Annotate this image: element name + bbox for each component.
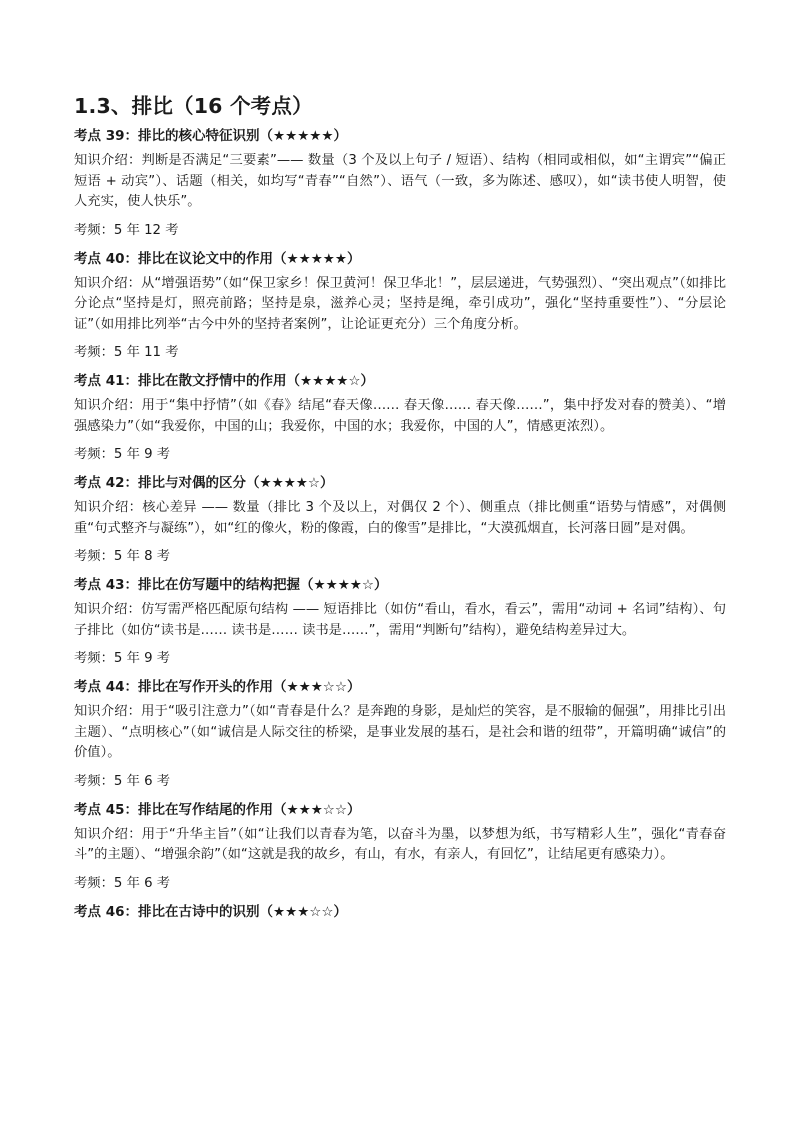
exam-point-title: 考点 43：排比在仿写题中的结构把握（★★★★☆） [74, 577, 388, 593]
exam-point-42 [74, 473, 726, 567]
exam-point-intro: 知识介绍：用于“升华主旨”（如“让我们以青春为笔，以奋斗为墨，以梦想为纸，书写精彩人生”，强化“青春奋斗”的主题）、“增强余韵”（如“这就是我的故乡，有山，有水，有亲人，有回忆”，让结尾更有感染力）。 [74, 826, 726, 862]
exam-point-frequency: 考频：5 年 12 考 [74, 222, 179, 238]
exam-point-title: 考点 45：排比在写作结尾的作用（★★★☆☆） [74, 801, 361, 818]
exam-point-title: 考点 42：排比与对偶的区分（★★★★☆） [74, 475, 334, 491]
exam-point-title: 考点 39：排比的核心特征识别（★★★★★） [74, 128, 347, 144]
exam-point-frequency: 考频：5 年 11 考 [74, 345, 179, 360]
exam-point-46 [74, 902, 726, 922]
exam-point-44 [74, 677, 726, 792]
exam-point-intro: 知识介绍：核心差异 —— 数量（排比 3 个及以上，对偶仅 2 个）、侧重点（排比侧重“语势与情感”，对偶侧重“句式整齐与凝练”），如“红的像火，粉的像霞，白的像雪”是排比，“大漠孤烟直，长河落日圆”是对偶。 [74, 500, 726, 536]
exam-point-intro: 知识介绍：用于“集中抒情”（如《春》结尾“春天像…… 春天像…… 春天像……”，集中抒发对春的赞美）、“增强感染力”（如“我爱你，中国的山；我爱你，中国的水；我爱你，中国的人”，情感更浓烈）。 [74, 398, 726, 434]
exam-point-title: 考点 41：排比在散文抒情中的作用（★★★★☆） [74, 373, 374, 389]
exam-point-frequency: 考频：5 年 6 考 [74, 875, 171, 891]
exam-point-frequency: 考频：5 年 9 考 [74, 651, 171, 666]
exam-point-frequency: 考频：5 年 8 考 [74, 549, 171, 564]
section-title: 1.3、排比（16 个考点） [74, 94, 313, 118]
exam-point-title: 考点 40：排比在议论文中的作用（★★★★★） [74, 250, 361, 267]
exam-point-intro: 知识介绍：仿写需严格匹配原句结构 —— 短语排比（如仿“看山，看水，看云”，需用“动词 + 名词”结构）、句子排比（如仿“读书是…… 读书是…… 读书是……”，需用“判断句”结构），避免结构差异过大。 [74, 602, 726, 638]
exam-point-title: 考点 44：排比在写作开头的作用（★★★☆☆） [74, 679, 361, 695]
exam-point-intro: 知识介绍：判断是否满足“三要素”—— 数量（3 个及以上句子 / 短语）、结构（相同或相似，如“主谓宾”“偏正短语 + 动宾”）、话题（相关，如均写“青春”“自然”）、语气（一致，多为陈述、感叹），如“读书使人明智，使人充实，使人快乐”。 [74, 153, 726, 209]
exam-point-frequency: 考频：5 年 9 考 [74, 447, 171, 462]
exam-point-frequency: 考频：5 年 6 考 [74, 773, 171, 789]
exam-point-41 [74, 371, 726, 465]
exam-point-45 [74, 800, 726, 894]
exam-point-43 [74, 575, 726, 669]
exam-point-intro: 知识介绍：从“增强语势”（如“保卫家乡！保卫黄河！保卫华北！”，层层递进，气势强烈）、“突出观点”（如排比分论点“坚持是灯，照亮前路；坚持是泉，滋养心灵；坚持是绳，牵引成功”，强化“坚持重要性”）、“分层论证”（如用排比列举“古今中外的坚持者案例”，让论证更充分）三个角度分析。 [74, 275, 726, 332]
exam-point-39 [74, 126, 726, 241]
exam-point-intro: 知识介绍：用于“吸引注意力”（如“青春是什么？是奔跑的身影，是灿烂的笑容，是不服输的倔强”，用排比引出主题）、“点明核心”（如“诚信是人际交往的桥梁，是事业发展的基石，是社会和谐的纽带”，开篇明确“诚信”的价值）。 [74, 704, 726, 760]
document-page [74, 92, 726, 927]
exam-point-title: 考点 46：排比在古诗中的识别（★★★☆☆） [74, 903, 347, 920]
exam-point-40 [74, 249, 726, 364]
